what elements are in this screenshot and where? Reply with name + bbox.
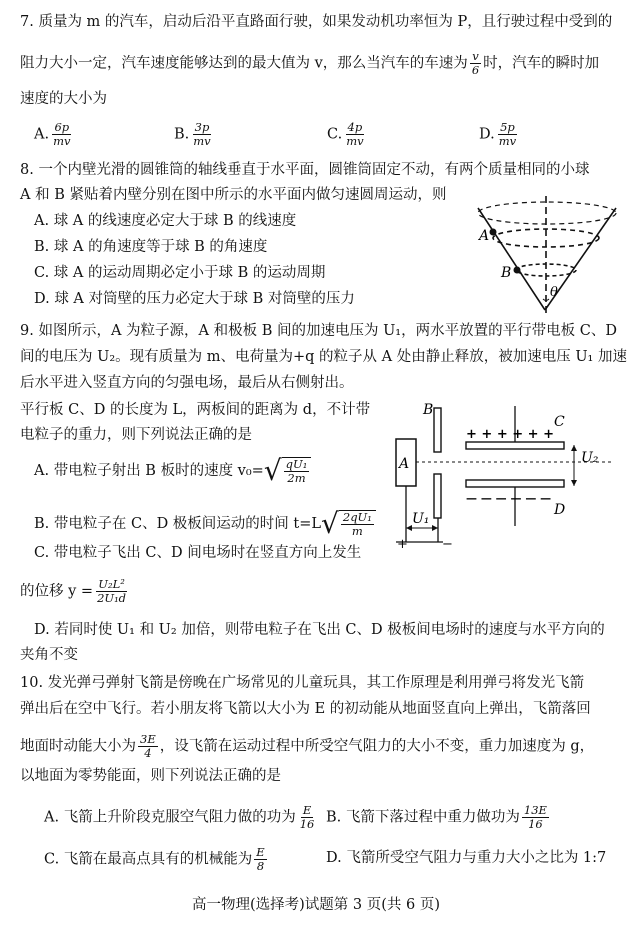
q10-option-a[interactable] [44, 804, 318, 831]
q9-option-b-den: m [351, 524, 363, 538]
q7-option-b-den: mv [193, 134, 211, 148]
q10-line2: 弹出后在空中飞行。若小朋友将飞箭以大小为 E 的初动能从地面竖直向上弹出，飞箭落回 [20, 701, 591, 717]
q10-option-a-den: 16 [299, 817, 315, 831]
q9-option-c-line2 [20, 578, 130, 605]
plate-c [466, 442, 564, 449]
cone-label-a: A [479, 228, 490, 244]
q8-line2: A 和 B 紧贴着内壁分别在图中所示的水平面内做匀速圆周运动，则 [20, 187, 447, 203]
q7-frac-den: 6 [471, 63, 480, 77]
q10-option-b-num: 13E [523, 803, 547, 817]
q10-energy-frac [138, 733, 158, 760]
q10-line3-b: ，设飞箭在运动过程中所受空气阻力的大小不变，重力加速度为 g， [159, 738, 595, 755]
q7-option-a-frac [51, 121, 72, 148]
q10-option-d[interactable]: D. 飞箭所受空气阻力与重力大小之比为 1:7 [326, 850, 607, 866]
ball-b [514, 267, 521, 274]
q9-option-a[interactable] [34, 454, 311, 487]
q7-option-d-label: D. [479, 126, 495, 143]
cone-label-theta: θ [550, 285, 558, 300]
q8-option-b[interactable]: B. 球 A 的角速度等于球 B 的角速度 [34, 239, 268, 255]
plate-b-top [434, 408, 441, 452]
q9-line1: 9. 如图所示，A 为粒子源，A 和极板 B 间的加速电压为 U₁，两水平放置的平行带电板 C、D [20, 323, 617, 339]
plate-c-charges: + + + + + + [466, 427, 554, 442]
cone-rim [478, 202, 616, 224]
q9-option-c-den: 2U₁d [97, 591, 127, 605]
q7-option-b[interactable] [174, 121, 215, 148]
plate-c-label: C [554, 414, 565, 430]
q10-option-a-text: A. 飞箭上升阶段克服空气阻力做的功为 [44, 809, 296, 826]
q9-option-c-frac [95, 578, 128, 605]
q10-line1: 10. 发光弹弓弹射飞箭是傍晚在广场常见的儿童玩具，其工作原理是利用弹弓将发光飞箭 [20, 675, 585, 691]
plate-d-label: D [554, 502, 566, 518]
q10-option-b[interactable] [326, 804, 551, 831]
q10-option-c-frac [254, 846, 266, 873]
q9-option-b-sqrt: √ $\frac{\text{2qU₁}}{m}$ [321, 510, 376, 538]
page-footer: 高一物理(选择考)试题第 3 页(共 6 页) [191, 897, 440, 913]
q7-line2 [20, 50, 599, 77]
q10-option-b-frac [522, 804, 549, 831]
q10-option-c-den: 8 [256, 859, 265, 873]
q9-option-c-num: U₂L² [98, 577, 125, 591]
q7-option-d[interactable] [479, 121, 520, 148]
q7-option-a-den: mv [53, 134, 71, 148]
q8-option-a[interactable]: A. 球 A 的线速度必定大于球 B 的线速度 [34, 213, 297, 229]
q7-option-b-num: 3p [194, 120, 210, 134]
q10-option-c-num: E [256, 845, 265, 859]
q9-option-b[interactable] [34, 507, 376, 540]
q9-option-d[interactable]: D. 若同时使 U₁ 和 U₂ 加倍，则带电粒子在飞出 C、D 极板间电场时的速度与水平方向的 [34, 622, 605, 638]
cone-label-b: B [501, 265, 512, 281]
q9-option-b-num: 2qU₁ [342, 510, 372, 524]
plate-d [466, 480, 564, 487]
q9-option-a-sqrt: √ $\frac{\text{qU₁}}{2m}$ [264, 457, 312, 485]
q7-option-b-frac [191, 121, 212, 148]
q9-line2: 间的电压为 U₂。现有质量为 m、电荷量为+q 的粒子从 A 处由静止释放，被加速电压 U₁ 加速 [20, 349, 627, 365]
q10-line4: 以地面为零势能面，则下列说法正确的是 [20, 768, 281, 784]
source-a-label: A [399, 456, 410, 472]
q7-option-d-frac [497, 121, 518, 148]
q7-line2-a: 阻力大小一定，汽车速度能够达到的最大值为 v，那么当汽车的车速为 [20, 55, 468, 72]
q7-line3: 速度的大小为 [20, 91, 107, 107]
q10-option-b-text: B. 飞箭下落过程中重力做功为 [326, 809, 520, 826]
q7-frac-num: v [472, 49, 479, 63]
q8-option-c[interactable]: C. 球 A 的运动周期必定小于球 B 的运动周期 [34, 265, 326, 281]
q8-line1: 8. 一个内壁光滑的圆锥筒的轴线垂直于水平面，圆锥筒固定不动，有两个质量相同的小球 [20, 162, 590, 178]
q10-option-b-den: 16 [528, 817, 543, 831]
u2-label: U₂ [581, 450, 599, 466]
q9-line4: 平行板 C、D 的长度为 L，两板间的距离为 d，不计带 [20, 402, 371, 418]
q10-option-c-text: C. 飞箭在最高点具有的机械能为 [44, 851, 253, 868]
plate-d-charges: — — — — — — [466, 492, 552, 505]
q9-option-c[interactable] [34, 543, 361, 563]
q7-option-c[interactable] [327, 121, 368, 148]
q9-option-b-text: B. 带电粒子在 C、D 极板间运动的时间 t=L [34, 516, 322, 532]
q10-option-a-num: E [302, 803, 312, 817]
accelerator-figure [388, 398, 618, 556]
q7-line1: 7. 质量为 m 的汽车，启动后沿平直路面行驶，如果发动机功率恒为 P，且行驶过程中受到的 [20, 14, 613, 30]
q7-speed-fraction [470, 50, 481, 77]
q7-option-a[interactable] [34, 121, 75, 148]
q9-option-a-num: qU₁ [285, 457, 308, 471]
plate-b-label: B [423, 402, 434, 418]
q10-energy-den: 4 [144, 746, 152, 760]
q10-line3-a: 地面时动能大小为 [20, 738, 136, 755]
q7-option-d-num: 5p [500, 120, 515, 134]
q7-option-c-num: 4p [347, 120, 363, 134]
q7-option-c-den: mv [346, 134, 364, 148]
q9-line5: 电粒子的重力，则下列说法正确的是 [20, 427, 252, 443]
q7-option-a-num: 6p [54, 120, 70, 134]
ball-a [490, 229, 497, 236]
q9-option-c-line1: C. 带电粒子飞出 C、D 间电场时在竖直方向上发生 [34, 545, 362, 561]
q9-line3: 后水平进入竖直方向的匀强电场，最后从右侧射出。 [20, 375, 354, 391]
q7-line2-b: 时，汽车的瞬时加 [483, 55, 600, 72]
q7-option-c-frac [344, 121, 365, 148]
u1-label: U₁ [412, 511, 430, 527]
q8-option-d[interactable]: D. 球 A 对筒壁的压力必定大于球 B 对筒壁的压力 [34, 291, 355, 307]
q9-option-a-den: 2m [287, 471, 306, 485]
q10-line3 [20, 733, 594, 760]
q7-option-b-label: B. [174, 126, 190, 143]
q7-option-a-label: A. [34, 126, 50, 143]
cone-figure [470, 196, 630, 320]
q10-option-c[interactable] [44, 846, 269, 873]
q10-option-a-frac [298, 804, 317, 831]
u1-minus-sign: − [442, 537, 453, 552]
q9-option-a-text: A. 带电粒子射出 B 板时的速度 v₀= [34, 463, 264, 479]
q7-option-c-label: C. [327, 126, 343, 143]
q9-option-d-line2: 夹角不变 [20, 647, 78, 663]
q7-option-d-den: mv [498, 134, 517, 148]
q9-option-c-text2: 的位移 y = [20, 583, 94, 600]
q10-energy-num: 3E [140, 732, 156, 746]
plate-b-bottom [434, 474, 441, 518]
u1-plus-sign: + [397, 537, 408, 552]
